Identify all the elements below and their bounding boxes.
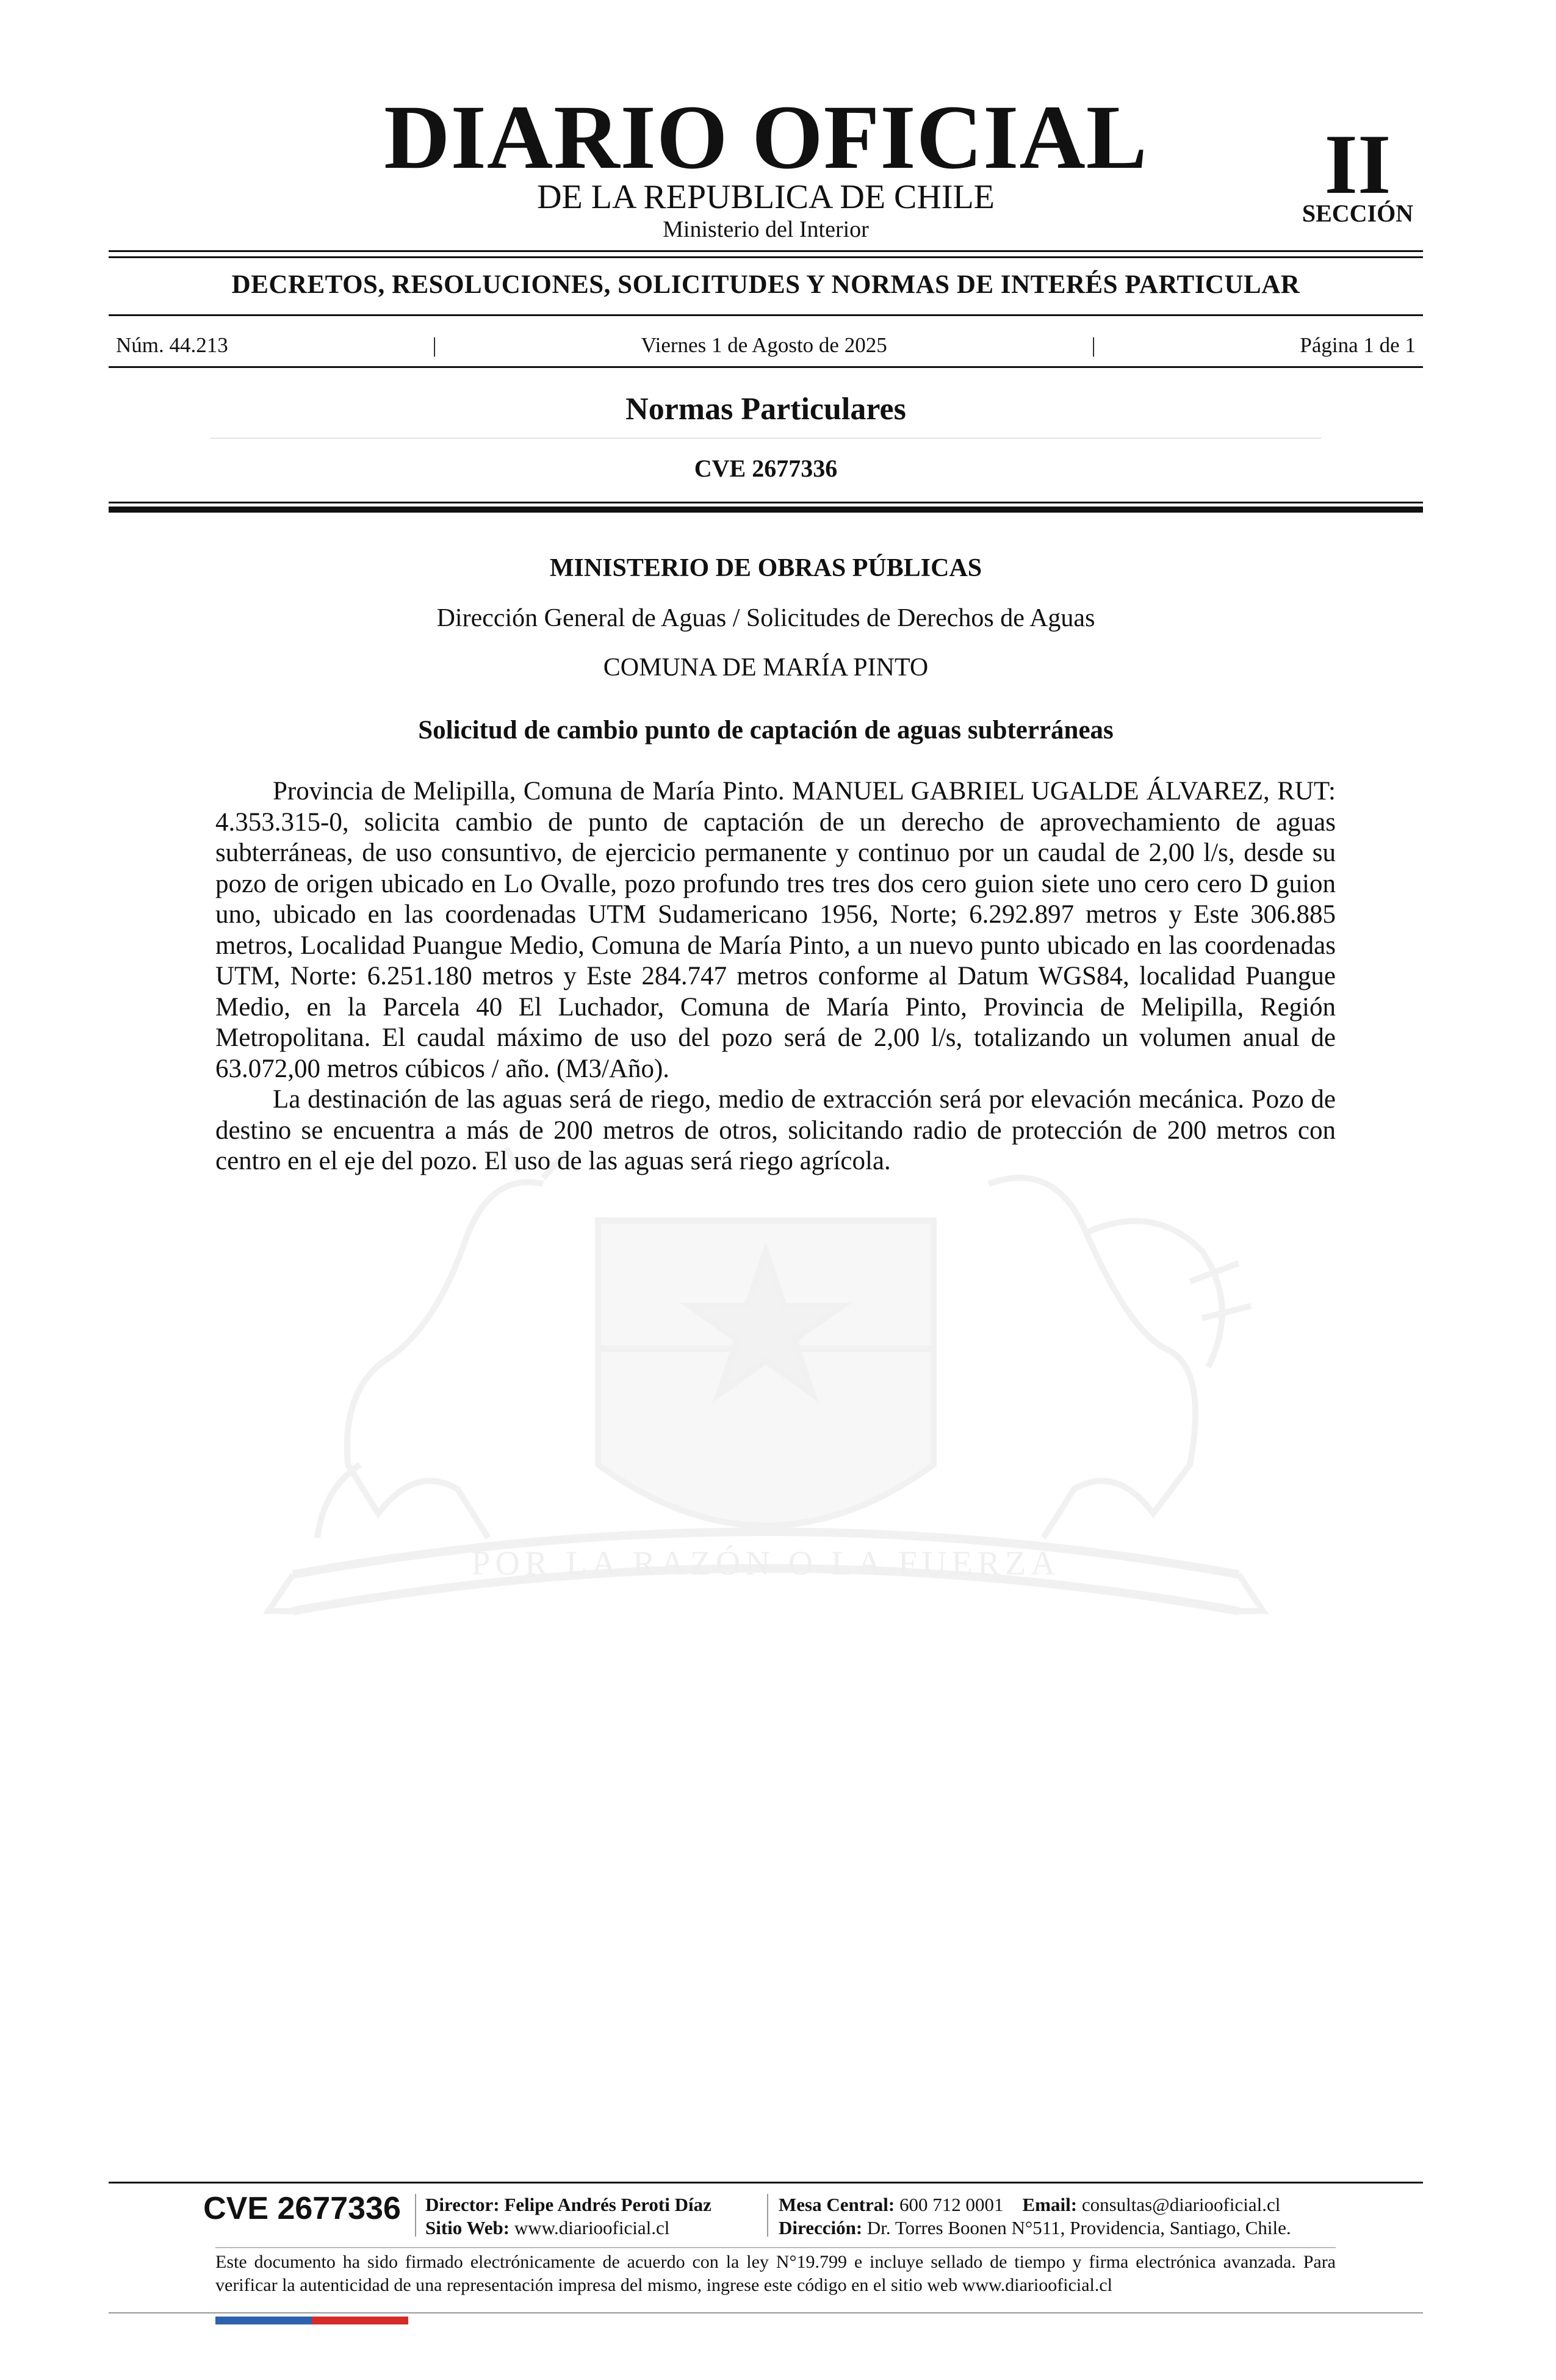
footer-rule-top (109, 2182, 1423, 2183)
director-name: Felipe Andrés Peroti Díaz (504, 2194, 711, 2215)
footer-director-block (425, 2193, 767, 2240)
watermark-motto: POR LA RAZÓN O LA FUERZA (471, 1545, 1061, 1582)
website-link[interactable]: www.diariooficial.cl (514, 2217, 670, 2238)
meta-separator: | (1091, 333, 1096, 357)
director-label: Director: (425, 2194, 500, 2215)
header-rule-thin (109, 502, 1423, 503)
footer-contact-block (779, 2193, 1352, 2240)
band-title: DECRETOS, RESOLUCIONES, SOLICITUDES Y NORMAS DE INTERÉS PARTICULAR (231, 270, 1300, 299)
footer-cve-code: CVE 2677336 (203, 2191, 401, 2226)
header-rule-thick (109, 507, 1423, 513)
comuna-heading: COMUNA DE MARÍA PINTO (603, 654, 929, 682)
page-indicator: Página 1 de 1 (1300, 333, 1416, 357)
coat-of-arms-icon (201, 1147, 1330, 1666)
issue-meta-row (116, 334, 1416, 356)
email-label: Email: (1022, 2194, 1078, 2215)
phone-number: 600 712 0001 (899, 2194, 1004, 2215)
section-label: SECCIÓN (1302, 200, 1414, 227)
address-label: Dirección: (779, 2217, 863, 2238)
section-heading: Normas Particulares (625, 392, 906, 427)
footer-separator (767, 2194, 768, 2237)
flag-stripe-blue (215, 2317, 312, 2324)
issue-date: Viernes 1 de Agosto de 2025 (641, 333, 887, 357)
masthead-rule-thin-2 (109, 256, 1423, 258)
footer-legal-notice: Este documento ha sido firmado electrónicamente de acuerdo con la ley N°19.799 e incluye sellado de tiempo y firma electrónica avanzada. Para verificar la autenticidad de una representación impresa del mismo, ingrese este código en el sitio web www.diariooficial.cl (215, 2252, 1336, 2295)
phone-label: Mesa Central: (779, 2194, 895, 2215)
ministry-heading: MINISTERIO DE OBRAS PÚBLICAS (549, 554, 982, 582)
section-number: II (1324, 117, 1391, 212)
issue-number: Núm. 44.213 (116, 333, 228, 357)
masthead-rule-thin (109, 250, 1423, 252)
section-divider (211, 438, 1321, 439)
body-paragraph: La destinación de las aguas será de riego, medio de extracción será por elevación mecánica. Pozo de destino se encuentra a más de 200 metros de otros, solicitando radio de protección de 200 metros con centro en el eje del pozo. El uso de las aguas será riego agrícola. (215, 1085, 1336, 1175)
cve-code: CVE 2677336 (694, 455, 838, 482)
band-rule-bottom (109, 314, 1423, 316)
masthead-ministry: Ministerio del Interior (663, 217, 869, 242)
flag-stripe-red (312, 2317, 408, 2324)
direction-heading: Dirección General de Aguas / Solicitudes de Derechos de Aguas (436, 604, 1095, 632)
footer-rule-mid (215, 2247, 1336, 2248)
footer-rule-bottom (109, 2312, 1423, 2313)
website-label: Sitio Web: (425, 2217, 510, 2238)
document-title: Solicitud de cambio punto de captación de aguas subterráneas (418, 716, 1114, 745)
document-body (215, 776, 1336, 1177)
email-link[interactable]: consultas@diariooficial.cl (1081, 2194, 1281, 2215)
footer-separator (415, 2194, 416, 2237)
body-paragraph: Provincia de Melipilla, Comuna de María Pinto. MANUEL GABRIEL UGALDE ÁLVAREZ, RUT: 4.353.315-0, solicita cambio de punto de captación de un derecho de aprovechamiento de aguas subterráneas, de uso consuntivo, de ejercicio permanente y continuo por un caudal de 2,00 l/s, desde su pozo de origen ubicado en Lo Ovalle, pozo profundo tres tres dos cero guion siete uno cero cero D guion uno, ubicado en las coordenadas UTM Sudamericano 1956, Norte; 6.292.897 metros y Este 306.885 metros, Localidad Puangue Medio, Comuna de María Pinto, a un nuevo punto ubicado en las coordenadas UTM, Norte: 6.251.180 metros y Este 284.747 metros conforme al Datum WGS84, localidad Puangue Medio, en la Parcela 40 El Luchador, Comuna de María Pinto, Provincia de Melipilla, Región Metropolitana. El caudal máximo de uso del pozo será de 2,00 l/s, totalizando un volumen anual de 63.072,00 metros cúbicos / año. (M3/Año). (215, 777, 1336, 1083)
meta-separator: | (432, 333, 437, 357)
address-text: Dr. Torres Boonen N°511, Providencia, Santiago, Chile. (866, 2217, 1291, 2238)
masthead-subtitle: DE LA REPUBLICA DE CHILE (537, 178, 995, 216)
masthead-title: DIARIO OFICIAL (384, 87, 1148, 188)
meta-rule-bottom (109, 366, 1423, 368)
